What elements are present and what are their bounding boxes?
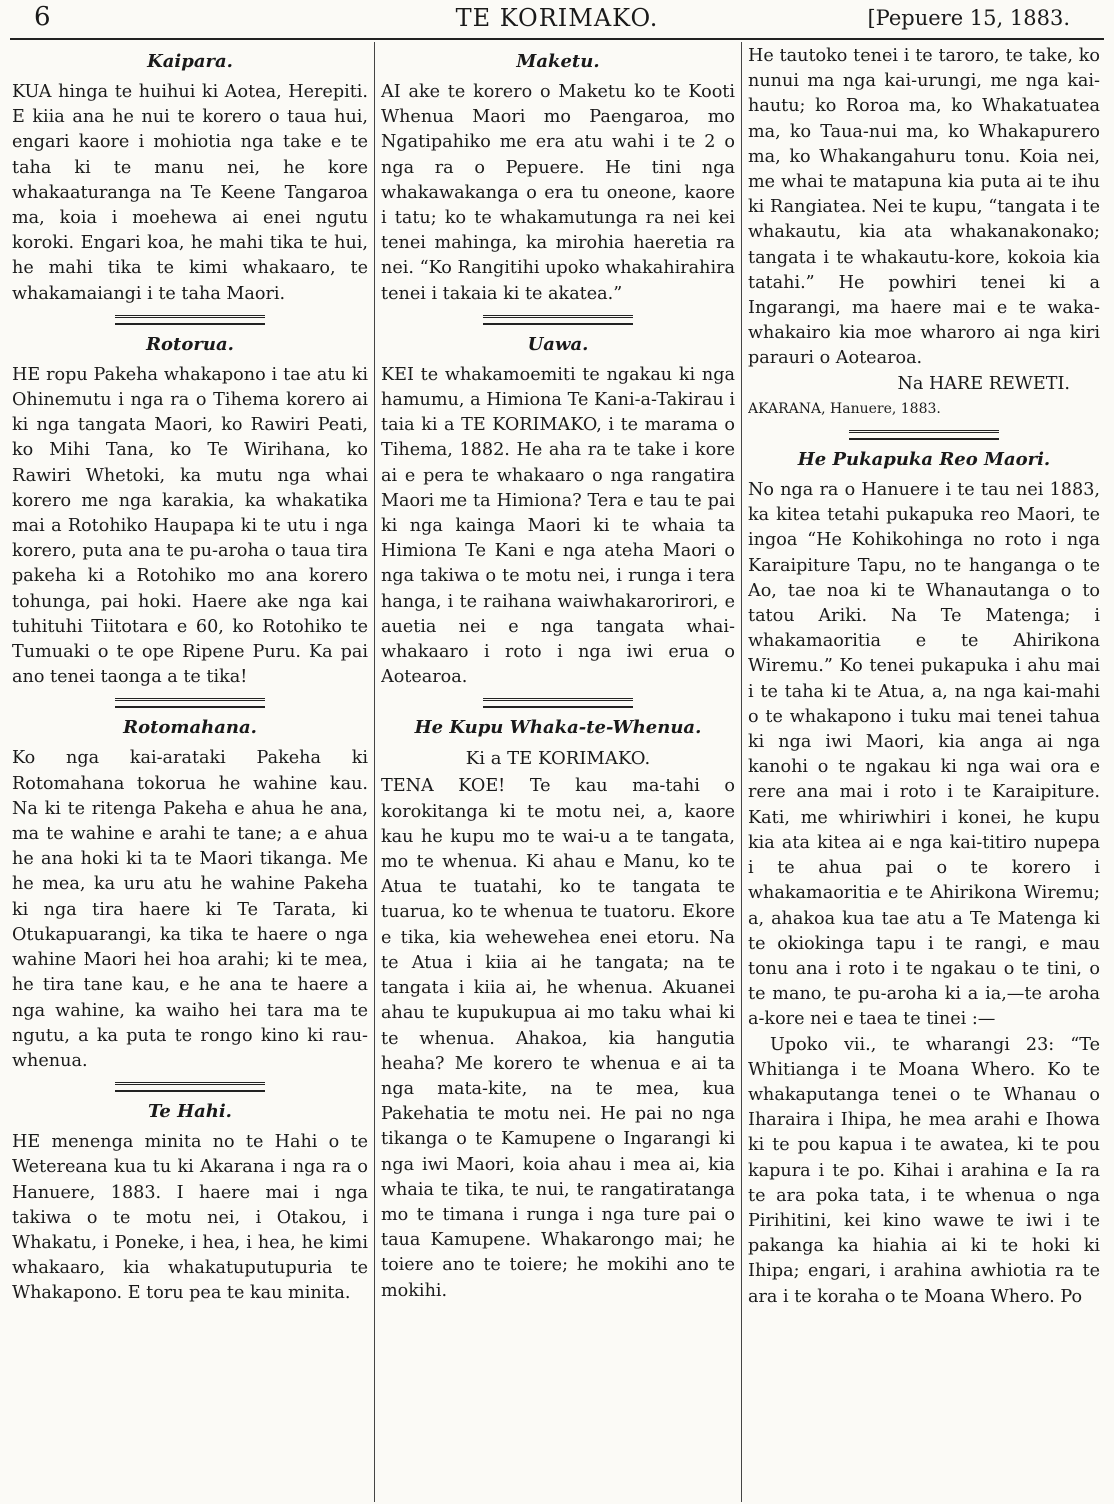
newspaper-title: TE KORIMAKO. bbox=[455, 4, 659, 32]
article-rotorua bbox=[12, 333, 368, 691]
article-heading: Uawa. bbox=[527, 333, 589, 355]
article-maketu bbox=[381, 50, 735, 307]
column-divider bbox=[741, 42, 742, 1502]
column-3 bbox=[748, 44, 1100, 1500]
article-paragraph: HE menenga minita no te Hahi o te Wetereana kua tu ki Akarana i nga ra o Hanuere, 1883. I haere mai i nga takiwa o te motu nei, i Otakou, i Whakatu, i Poneke, i hea, i hea, he kimi whakaaro, kia whakatuputupuria te Whakapono. E toru pea te kau minita. bbox=[12, 1132, 368, 1304]
article-subheading: Ki a TE KORIMAKO. bbox=[465, 748, 651, 770]
article-paragraph: AI ake te korero o Maketu ko te Kooti Whenua Maori mo Paengaroa, mo Ngatipahiko me era atu wahi i te 2 o nga ra o Pepuere. He tini nga whakawakanga o era tu oneone, kaore i tatu; ko te whakamutunga ra nei kei tenei mahinga, ka mirohia haeretia ra nei. “Ko Rangitihi upoko whakahirahira tenei i takaia ki te akatea.” bbox=[381, 82, 735, 304]
article-paragraph: He tautoko tenei i te taroro, te take, ko nunui ma nga kai-urungi, me nga kai-hautu; ko Roroa ma, ko Whakatuatea ma, ko Taua-nui ma, ko Whakapurero ma, ko Whakangahuru tonu. Koia nei, me whai te matapuna kia puta ai te ihu ki Rangiatea. Nei te kupu, “tangata i te whakautu, kia ata whakanakonako; tangata i te whakautu-kore, kokoia kia tatahi.” He powhiri tenei ki a Ingarangi, ma haere mai e te waka-whakairo kia moe wharoro ai nga kiri parauri o Aotearoa. bbox=[748, 46, 1100, 369]
article-uawa bbox=[381, 333, 735, 691]
section-divider bbox=[849, 430, 999, 440]
article-address: AKARANA, Hanuere, 1883. bbox=[748, 400, 941, 417]
article-continuation bbox=[748, 44, 1100, 422]
page-header bbox=[0, 0, 1114, 42]
article-he-kupu-whaka-te-whenua bbox=[381, 716, 735, 1303]
article-heading: Rotomahana. bbox=[123, 717, 257, 739]
section-divider bbox=[483, 315, 633, 325]
article-heading: Kaipara. bbox=[147, 51, 233, 72]
article-he-pukapuka-reo-maori bbox=[748, 448, 1100, 1310]
article-paragraph: KUA hinga te huihui ki Aotea, Herepiti. E kiia ana he nui te korero o taua hui, engari kaore i mohiotia nga take e te taha ki te manu nei, he kore whakaaturanga na Te Keene Tangaroa ma, koia i moehewa ai enei ngutu koroki. Engari koa, he mahi tika te hui, he mahi tika te kimi whakaaro, te whakamaiangi i te taha Maori. bbox=[12, 82, 368, 304]
article-heading: He Kupu Whaka-te-Whenua. bbox=[414, 717, 702, 739]
section-divider bbox=[115, 698, 265, 708]
article-te-hahi bbox=[12, 1100, 368, 1306]
header-rule bbox=[10, 38, 1104, 40]
article-paragraph: Upoko vii., te wharangi 23: “Te Whitianga i te Moana Whero. Ko te whakaputanga tenei o te Whanau o Iharaira i Ihipa, he mea arahi e Ihowa ki te pou kapua i te awatea, ki te pou kapura i te po. Kihai i arahina e Ia ra te ara poka tata, i te whenua o nga Pirihitini, kei kino wawe te iwi i te pakanga ka hiahia ai ki te hoki ki Ihipa; engari, i arahina awhiotia ra te ara i te koraha o te Moana Whero. Po bbox=[748, 1034, 1100, 1307]
article-paragraph: KEI te whakamoemiti te ngakau ki nga hamumu, a Himiona Te Kani-a-Takirau i taia ki a TE KORIMAKO, i te marama o Tihema, 1882. He aha ra te take i kore ai e pera te whakaaro o nga rangatira Maori me ta Himiona? Tera e tau te pai ki nga kainga Maori ki te whaia ta Himiona Te Kani e nga ateha Maori o nga takiwa o te motu nei, i runga i tera hanga, i te raihana waiwhakarorirori, e auetia nei e nga tangata whai-whakaaro i roto i nga iwi erua o Aotearoa. bbox=[381, 364, 735, 688]
column-1 bbox=[12, 44, 368, 1500]
article-paragraph: HE ropu Pakeha whakapono i tae atu ki Ohinemutu i nga ra o Tihema korero ai ki nga tangata Maori, ko Rawiri Peati, ko Mihi Tana, ko Te Wirihana, ko Rawiri Whetoki, ka mutu nga whai korero me nga karakia, ka whakatika mai a Rotohiko Haupapa ki te utu i nga korero, puta ana te pu-aroha o taua tira pakeha ki a Rotohiko mo ana korero tohunga, pai hoki. Haere ake nga kai tuhituhi Tiitotara e 60, ko Rotohiko te Tumuaki o te ope Ripene Puru. Ka pai ano tenei taonga a te tika! bbox=[12, 364, 368, 688]
article-paragraph: No nga ra o Hanuere i te tau nei 1883, ka kitea tetahi pukapuka reo Maori, te ingoa “He Kohikohinga no roto i nga Karaipiture Tapu, no te hanganga o te Ao, tae noa ki te Whanautanga o to tatou Ariki. Na Te Matenga; i whakamaoritia e te Ahirikona Wiremu.” Ko tenei pukapuka i ahu mai i te taha ki te Atua, a, na nga kai-mahi o te whakapono i tuku mai tenei tahua ki nga iwi Maori, kia anga ai nga kanohi o te ngakau ki nga wai ora e rere ana mai i roto i te Karaipiture. Kati, me whiriwhiri i konei, he kupu kia ata kitea ai e nga kai-titiro nupepa i te ahua pai o te korero i whakamaoritia e te Ahirikona Wiremu; a, ahakoa kua tae atu a Te Matenga ki te okiokinga tapu i te rangi, e mau tonu ana i roto i te ngakau o te tini, o te mano, te pu-aroha ki a ia,—te aroha a-kore nei e taea te tinei :— bbox=[748, 480, 1100, 1030]
section-divider bbox=[115, 315, 265, 325]
article-signature: Na HARE REWETI. bbox=[897, 373, 1070, 394]
section-divider bbox=[483, 698, 633, 708]
article-heading: Maketu. bbox=[516, 51, 600, 72]
column-2 bbox=[381, 44, 735, 1500]
article-heading: He Pukapuka Reo Maori. bbox=[797, 449, 1051, 471]
article-heading: Te Hahi. bbox=[148, 1101, 232, 1123]
article-heading: Rotorua. bbox=[146, 333, 234, 355]
page-number: 6 bbox=[34, 2, 51, 32]
article-kaipara bbox=[12, 50, 368, 307]
section-divider bbox=[115, 1082, 265, 1092]
article-paragraph: TENA KOE! Te kau ma-tahi o korokitanga ki te motu nei, a, kaore kau he kupu mo te wai-u a te tangata, mo te whenua. Ki ahau e Manu, ko te Atua te tuatahi, ko te tangata te tuarua, ko te whenua te tuatoru. Ekore e tika, kia wehewehea enei etoru. Na te Atua i kiia ai he tangata; na te tangata i kiia ai, he whenua. Akuanei ahau te kupukupua ai mo taku whai ki te whenua. Ahakoa, kia hangutia heaha? Me korero te whenua e ai ta nga mata-kite, na te mea, kua Pakehatia te motu nei. He pai no nga tikanga o te Kamupene o Ingarangi ki nga iwi Maori, koia ahau i mea ai, kia whaia te tika, te nui, te rangatiratanga mo te timana i runga i nga ture pai o taua Kamupene. Whakarongo mai; he toiere ano te toiere; he mokihi ano te mokihi. bbox=[381, 776, 735, 1301]
column-divider bbox=[374, 42, 375, 1502]
article-paragraph: Ko nga kai-arataki Pakeha ki Rotomahana tokorua he wahine kau. Na ki te ritenga Pakeha e ahua he ana, ma te wahine e arahi te tane; a e ahua he ana hoki ki ta te Maori tikanga. Me he mea, ka uru atu he wahine Pakeha ki nga tira haere ki Te Tarata, ki Otukapuarangi, ka tika te haere o nga wahine Maori hei hoa arahi; ki te mea, he tira tane kau, e he ana te haere a nga wahine, ka waiho hei tara ma te ngutu, a ka puta te rongo kino ki rau-whenua. bbox=[12, 748, 368, 1071]
article-rotomahana bbox=[12, 716, 368, 1074]
issue-date: [Pepuere 15, 1883. bbox=[867, 6, 1070, 30]
